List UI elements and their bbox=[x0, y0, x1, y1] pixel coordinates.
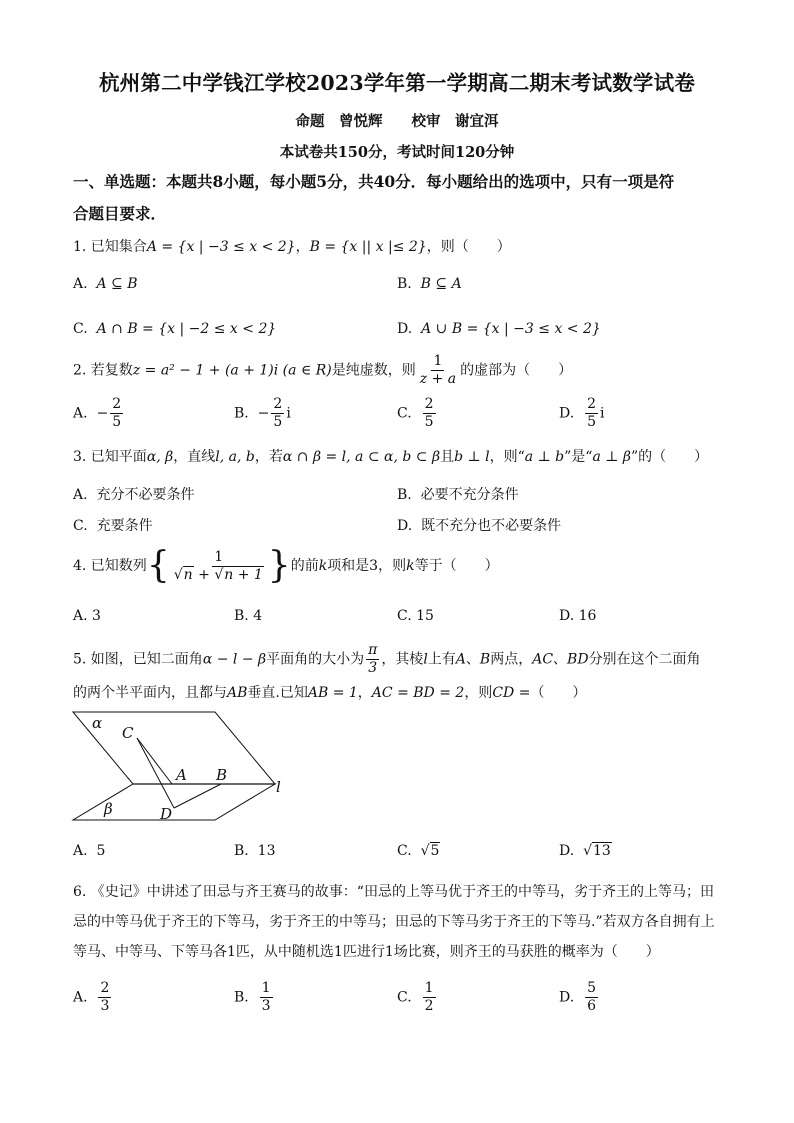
q1-set-a: A = {x | −3 ≤ x < 2} bbox=[146, 239, 296, 255]
option-text: 4 bbox=[253, 608, 263, 624]
q3-option-c[interactable] bbox=[73, 515, 153, 535]
q3-math: α ∩ β = l, a ⊂ α, b ⊂ β bbox=[282, 449, 441, 465]
q1-set-b: B = {x || x |≤ 2} bbox=[309, 239, 427, 255]
segment-cd bbox=[137, 738, 174, 808]
q3-text: 且 bbox=[440, 449, 455, 465]
option-label: A. bbox=[73, 405, 88, 422]
option-suffix: i bbox=[286, 405, 291, 422]
q1-option-b[interactable] bbox=[397, 276, 462, 292]
q5-math: AB = 1 bbox=[307, 685, 358, 701]
segment-db bbox=[174, 784, 221, 808]
question-5-stem-line2 bbox=[73, 682, 586, 702]
q6-option-b[interactable] bbox=[234, 980, 275, 1015]
sqrt-icon: √ bbox=[420, 843, 430, 859]
q3-math: l, a, b bbox=[215, 449, 255, 465]
q3-math: a ⊥ b bbox=[524, 449, 565, 465]
label-alpha: α bbox=[92, 714, 103, 732]
q4-option-b[interactable] bbox=[234, 608, 262, 624]
fraction-numerator: 2 bbox=[273, 396, 283, 412]
fraction-denominator: 6 bbox=[587, 998, 597, 1014]
option-label: D. bbox=[559, 405, 575, 422]
q5-math: B bbox=[479, 651, 491, 668]
option-label: A. bbox=[73, 487, 88, 503]
fraction-numerator: 2 bbox=[424, 396, 434, 412]
q4-option-a[interactable] bbox=[73, 608, 101, 624]
q4-fraction bbox=[172, 549, 266, 584]
option-text: 既不充分也不必要条件 bbox=[421, 518, 562, 534]
q4-option-d[interactable] bbox=[559, 608, 596, 624]
dihedral-angle-figure bbox=[70, 708, 290, 828]
option-label: B. bbox=[397, 276, 412, 292]
q3-option-d[interactable] bbox=[397, 515, 561, 535]
q5-text: ，其棱 bbox=[381, 651, 424, 668]
label-a: A bbox=[176, 766, 187, 784]
q5-math: α − l − β bbox=[202, 651, 267, 668]
q2-text-pre: 2. 若复数 bbox=[73, 362, 133, 379]
q3-text: ，则“ bbox=[489, 449, 525, 465]
option-label: A. bbox=[73, 989, 88, 1006]
q5-math: CD = bbox=[492, 685, 531, 701]
question-6-line2: 忌的中等马优于齐王的下等马，劣于齐王的中等马；田忌的下等马劣于齐王的下等马.”若双方各自拥有上 bbox=[73, 914, 715, 930]
option-label: C. bbox=[73, 518, 88, 534]
fraction-denominator: 5 bbox=[424, 414, 434, 430]
section-heading bbox=[73, 166, 733, 230]
option-text: B ⊆ A bbox=[420, 276, 462, 292]
label-b: B bbox=[216, 766, 228, 784]
option-text: 3 bbox=[92, 608, 101, 624]
option-text: 13 bbox=[257, 843, 276, 859]
option-label: A. bbox=[73, 608, 88, 624]
q5-math: l bbox=[423, 651, 428, 668]
fraction-denominator: 5 bbox=[587, 414, 597, 430]
q5-text: 平面角的大小为 bbox=[266, 651, 365, 668]
option-label: A. bbox=[73, 843, 88, 859]
option-text: A ∩ B = {x | −2 ≤ x < 2} bbox=[96, 321, 277, 337]
option-label: B. bbox=[234, 989, 249, 1006]
fraction-denominator: 3 bbox=[100, 998, 110, 1014]
option-text: 5 bbox=[96, 843, 106, 859]
q5-math: AB bbox=[227, 685, 248, 701]
exam-title: 杭州第二中学钱江学校2023学年第一学期高二期末考试数学试卷 bbox=[98, 71, 696, 95]
q3-text: ，若 bbox=[254, 449, 283, 465]
fraction-numerator: 2 bbox=[100, 980, 110, 996]
q5-fraction bbox=[366, 642, 379, 677]
option-label: C. bbox=[397, 405, 412, 422]
option-fraction bbox=[585, 980, 598, 1015]
q3-option-a[interactable] bbox=[73, 484, 194, 504]
q6-option-d[interactable] bbox=[559, 980, 600, 1015]
q5-text: ， bbox=[357, 685, 372, 701]
exam-info: 本试卷共150分，考试时间120分钟 bbox=[279, 144, 515, 161]
option-label: D. bbox=[559, 608, 575, 624]
q4-math: k bbox=[318, 558, 328, 574]
option-fraction bbox=[585, 396, 598, 431]
option-text: 充分不必要条件 bbox=[96, 487, 195, 503]
q2-option-b[interactable] bbox=[234, 396, 291, 431]
fraction-numerator: 1 bbox=[214, 548, 224, 565]
q5-text: 上有 bbox=[427, 651, 456, 668]
sqrt-radicand: n bbox=[183, 566, 193, 583]
option-label: B. bbox=[234, 608, 249, 624]
q3-math: a ⊥ β bbox=[592, 449, 631, 465]
question-3-stem bbox=[73, 446, 708, 466]
sqrt-icon: √ bbox=[214, 566, 224, 583]
q3-text: ，直线 bbox=[173, 449, 216, 465]
plane-alpha bbox=[73, 712, 275, 784]
q5-math: A bbox=[455, 651, 466, 668]
label-c: C bbox=[122, 724, 134, 742]
option-label: D. bbox=[559, 843, 575, 859]
q3-math: b ⊥ l bbox=[454, 449, 490, 465]
option-text: 必要不充分条件 bbox=[420, 487, 519, 503]
label-l: l bbox=[276, 778, 281, 796]
q5-option-b[interactable] bbox=[234, 843, 275, 859]
sqrt-icon: √ bbox=[583, 843, 593, 859]
option-label: D. bbox=[397, 321, 413, 337]
q2-text-post: 的虚部为（ ） bbox=[460, 362, 573, 379]
q1-option-a[interactable] bbox=[73, 276, 138, 292]
option-fraction bbox=[110, 396, 123, 431]
q2-option-d[interactable] bbox=[559, 396, 605, 431]
option-text: 16 bbox=[578, 608, 597, 624]
exam-authors: 命题 曾悦辉 校审 谢宜洱 bbox=[295, 113, 499, 130]
q5-text: 、 bbox=[465, 651, 480, 668]
q2-option-c[interactable] bbox=[397, 396, 438, 431]
q4-text: 项和是3，则 bbox=[327, 558, 407, 574]
q5-text: ，则 bbox=[464, 685, 493, 701]
q3-text: ”是“ bbox=[564, 449, 593, 465]
q5-option-a[interactable] bbox=[73, 843, 105, 859]
fraction-denominator: 5 bbox=[273, 414, 283, 430]
fraction-denominator: 5 bbox=[112, 414, 122, 430]
plus-sign: + bbox=[193, 566, 215, 583]
option-fraction bbox=[423, 396, 436, 431]
option-fraction bbox=[271, 396, 284, 431]
sqrt-icon: √ bbox=[173, 566, 183, 583]
fraction-numerator: 2 bbox=[112, 396, 122, 412]
question-5-stem-line1 bbox=[73, 642, 701, 677]
label-beta: β bbox=[104, 800, 113, 818]
q5-text: 两点， bbox=[490, 651, 533, 668]
q1-text-post: ，则（ ） bbox=[426, 239, 511, 255]
q3-text: 3. 已知平面 bbox=[73, 449, 147, 465]
option-label: D. bbox=[397, 518, 413, 534]
sqrt-radicand: n + 1 bbox=[224, 566, 263, 583]
q4-option-c[interactable] bbox=[397, 608, 434, 624]
q1-option-d[interactable] bbox=[397, 321, 601, 337]
option-fraction bbox=[98, 980, 111, 1015]
q5-option-c[interactable] bbox=[397, 843, 440, 859]
q3-text: ”的（ ） bbox=[630, 449, 709, 465]
q5-text: 5. 如图，已知二面角 bbox=[73, 651, 203, 668]
fraction-numerator: π bbox=[368, 642, 378, 658]
option-label: C. bbox=[397, 989, 412, 1006]
q5-math: AC = BD = 2 bbox=[371, 685, 465, 701]
fraction-numerator: 1 bbox=[261, 980, 271, 996]
fraction-denominator bbox=[172, 567, 266, 584]
option-text: 5 bbox=[430, 843, 440, 859]
q5-text: 分别在这个二面角 bbox=[588, 651, 701, 668]
question-2-stem bbox=[73, 353, 572, 388]
option-label: A. bbox=[73, 276, 88, 292]
q2-text-mid: 是纯虚数，则 bbox=[331, 362, 416, 379]
q5-text: 的两个半平面内，且都与 bbox=[73, 685, 227, 701]
question-4-stem bbox=[73, 545, 499, 586]
q4-text: 的前 bbox=[290, 558, 319, 574]
fraction-numerator: 1 bbox=[433, 353, 443, 369]
q4-math: k bbox=[406, 558, 415, 574]
q3-option-b[interactable] bbox=[397, 484, 519, 504]
option-suffix: i bbox=[600, 405, 605, 422]
q4-text-post: 等于（ ） bbox=[414, 558, 499, 574]
option-text: 充要条件 bbox=[96, 518, 153, 534]
option-text: A ⊆ B bbox=[96, 276, 138, 292]
option-label: B. bbox=[234, 843, 249, 859]
section-heading-line2: 合题目要求． bbox=[73, 204, 167, 223]
q5-text: 垂直.已知 bbox=[247, 685, 308, 701]
option-label: D. bbox=[559, 989, 575, 1006]
q6-option-c[interactable] bbox=[397, 980, 438, 1015]
option-fraction bbox=[260, 980, 273, 1015]
q5-option-d[interactable] bbox=[559, 843, 612, 859]
label-d: D bbox=[160, 805, 173, 823]
option-label: B. bbox=[234, 405, 249, 422]
option-label: C. bbox=[397, 843, 412, 859]
option-sign: − bbox=[257, 405, 270, 422]
q5-math: BD bbox=[567, 651, 589, 668]
fraction-denominator: 3 bbox=[368, 660, 378, 676]
segment-ca bbox=[137, 738, 172, 784]
question-6-line3: 等马、中等马、下等马各1匹，从中随机选1匹进行1场比赛，则齐王的马获胜的概率为（ ） bbox=[73, 944, 660, 960]
fraction-numerator: 2 bbox=[587, 396, 597, 412]
question-1-stem bbox=[73, 236, 511, 256]
question-6-line1: 6. 《史记》中讲述了田忌与齐王赛马的故事：“田忌的上等马优于齐王的中等马，劣于齐王的上等马；田 bbox=[73, 884, 714, 900]
right-brace-icon: } bbox=[267, 545, 291, 586]
q4-text-pre: 4. 已知数列 bbox=[73, 558, 147, 574]
q2-expression: z = a² − 1 + (a + 1)i (a ∈ R) bbox=[132, 362, 332, 379]
fraction-denominator: z + a bbox=[419, 371, 457, 387]
q5-text: 、 bbox=[553, 651, 568, 668]
option-text: 15 bbox=[416, 608, 434, 624]
section-heading-line1: 一、单选题：本题共8小题，每小题5分，共40分．每小题给出的选项中，只有一项是符 bbox=[73, 172, 675, 191]
option-label: C. bbox=[397, 608, 412, 624]
fraction-denominator: 3 bbox=[261, 998, 271, 1014]
option-label: B. bbox=[397, 487, 412, 503]
fraction-numerator: 1 bbox=[424, 980, 434, 996]
option-text: 13 bbox=[593, 843, 611, 859]
option-label: C. bbox=[73, 321, 88, 337]
q2-fraction bbox=[418, 353, 458, 388]
left-brace-icon: { bbox=[146, 545, 170, 586]
q1-comma: ， bbox=[295, 239, 310, 255]
q1-option-c[interactable] bbox=[73, 321, 276, 337]
q2-option-a[interactable] bbox=[73, 396, 125, 431]
q6-option-a[interactable] bbox=[73, 980, 113, 1015]
q3-math: α, β bbox=[146, 449, 174, 465]
q5-math: AC bbox=[532, 651, 554, 668]
option-text: A ∪ B = {x | −3 ≤ x < 2} bbox=[421, 321, 601, 337]
q1-text-pre: 1. 已知集合 bbox=[73, 239, 147, 255]
q5-text: （ ） bbox=[530, 685, 587, 701]
fraction-denominator: 2 bbox=[424, 998, 434, 1014]
option-fraction bbox=[423, 980, 436, 1015]
fraction-numerator: 5 bbox=[587, 980, 597, 996]
option-sign: − bbox=[96, 405, 109, 422]
